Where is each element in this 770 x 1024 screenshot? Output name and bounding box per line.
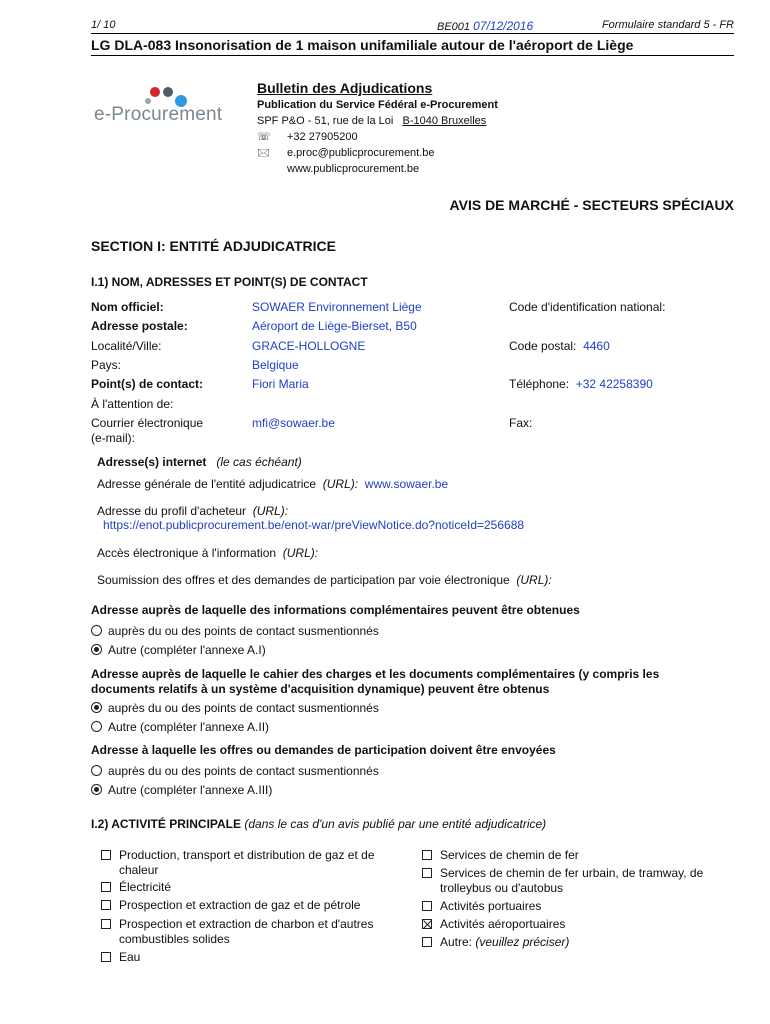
bulletin-phone: +32 27905200 <box>287 131 358 143</box>
radio-button[interactable] <box>91 721 102 732</box>
label-fax: Fax: <box>509 416 533 430</box>
activity-label: Électricité <box>119 880 172 894</box>
activity-option[interactable] <box>101 848 411 878</box>
checkbox[interactable] <box>422 850 432 860</box>
page-number: 1/ 10 <box>91 19 116 31</box>
activity-option[interactable] <box>101 880 411 895</box>
checkbox[interactable] <box>101 900 111 910</box>
label-attention: À l'attention de: <box>91 397 174 411</box>
q1-option-contact[interactable]: auprès du ou des points de contact susmentionnés <box>91 624 379 639</box>
activity-label: Prospection et extraction de gaz et de pétrole <box>119 898 361 912</box>
subsection-contact-title: I.1) NOM, ADRESSES ET POINT(S) DE CONTACT <box>91 275 368 289</box>
activity-label-cont: combustibles solides <box>119 932 230 946</box>
bulletin-web-row <box>257 161 498 177</box>
label-courrier: Courrier électronique (e-mail): <box>91 416 204 445</box>
buyer-profile-row: Adresse du profil d'acheteur (URL): <box>97 504 289 518</box>
bulletin-email[interactable]: e.proc@publicprocurement.be <box>287 147 435 159</box>
telephone: Téléphone: +32 42258390 <box>509 377 653 391</box>
question-info: Adresse auprès de laquelle des informations complémentaires peuvent être obtenues <box>91 603 580 617</box>
form-type: Formulaire standard 5 - FR <box>601 19 734 31</box>
activity-label: Services de chemin de fer urbain, de tramway, de <box>440 866 704 880</box>
radio-button[interactable] <box>91 765 102 776</box>
activity-label: Production, transport et distribution de gaz et de <box>119 848 375 862</box>
notice-date: 07/12/2016 <box>473 19 534 33</box>
activity-option[interactable] <box>422 848 732 863</box>
activity-label: Activités aéroportuaires <box>440 917 566 931</box>
subsection-activity-title: I.2) ACTIVITÉ PRINCIPALE (dans le cas d'un avis publié par une entité adjudicatrice) <box>91 817 547 831</box>
value-courrier[interactable]: mfi@sowaer.be <box>252 416 335 430</box>
q1-option-other[interactable]: Autre (compléter l'annexe A.I) <box>91 643 266 658</box>
activity-label-cont: chaleur <box>119 863 159 877</box>
q2-option-contact[interactable]: auprès du ou des points de contact susmentionnés <box>91 701 379 716</box>
value-point-contact: Fiori Maria <box>252 377 309 391</box>
value-localite: GRACE-HOLLOGNE <box>252 339 366 353</box>
activity-label: Services de chemin de fer <box>440 848 579 862</box>
label-point-contact: Point(s) de contact: <box>91 377 204 391</box>
radio-button-selected[interactable] <box>91 644 102 655</box>
bulletin-phone-row <box>257 129 498 145</box>
activity-label: Activités portuaires <box>440 899 542 913</box>
label-adresse: Adresse postale: <box>91 319 188 333</box>
q2-option-other[interactable]: Autre (compléter l'annexe A.II) <box>91 720 269 735</box>
logo-text: e-Procurement <box>94 104 223 125</box>
logo-dot-grey <box>163 87 173 97</box>
buyer-profile-link[interactable]: https://enot.publicprocurement.be/enot-war/preViewNotice.do?noticeId=256688 <box>103 518 525 532</box>
q3-option-other[interactable]: Autre (compléter l'annexe A.III) <box>91 783 272 798</box>
page-header <box>91 19 734 33</box>
mail-icon: 🖂 <box>257 147 270 159</box>
radio-button-selected[interactable] <box>91 784 102 795</box>
internet-heading: Adresse(s) internet (le cas échéant) <box>97 455 302 469</box>
checkbox[interactable] <box>101 952 111 962</box>
general-url-row: Adresse générale de l'entité adjudicatrice (URL): www.sowaer.be <box>97 477 449 491</box>
label-nom: Nom officiel: <box>91 300 164 314</box>
label-code-id: Code d'identification national: <box>509 300 666 314</box>
q3-option-contact[interactable]: auprès du ou des points de contact susmentionnés <box>91 764 379 779</box>
bulletin-email-row <box>257 145 498 161</box>
bulletin-publisher: Publication du Service Fédéral e-Procurement <box>257 99 498 111</box>
activity-note: (veuillez préciser) <box>472 935 570 949</box>
activity-label: Eau <box>119 950 141 964</box>
electronic-submission-row: Soumission des offres et des demandes de participation par voie électronique (URL): <box>97 573 552 587</box>
bulletin-title: Bulletin des Adjudications <box>257 80 433 96</box>
electronic-access-row: Accès électronique à l'information (URL): <box>97 546 319 560</box>
radio-button[interactable] <box>91 625 102 636</box>
section-title: SECTION I: ENTITÉ ADJUDICATRICE <box>91 238 337 254</box>
value-adresse: Aéroport de Liège-Bierset, B50 <box>252 319 417 333</box>
activity-label: Autre: (veuillez préciser) <box>440 935 570 949</box>
activity-option[interactable] <box>422 866 732 896</box>
e-procurement-logo <box>94 86 224 130</box>
general-url-link[interactable]: www.sowaer.be <box>364 477 449 491</box>
checkbox-checked[interactable] <box>422 919 432 929</box>
activity-label-cont: trolleybus ou d'autobus <box>440 881 564 895</box>
checkbox[interactable] <box>101 882 111 892</box>
activity-option[interactable] <box>422 899 732 914</box>
checkbox[interactable] <box>422 901 432 911</box>
bulletin-web[interactable]: www.publicprocurement.be <box>287 163 420 175</box>
activity-option[interactable] <box>101 950 411 965</box>
question-documents: Adresse auprès de laquelle le cahier des charges et les documents complémentaires (y compris les documents relatifs à un système d'acquisition dynamique) peuvent être obtenus <box>91 667 660 696</box>
question-submission: Adresse à laquelle les offres ou demandes de participation doivent être envoyées <box>91 743 556 757</box>
label-pays: Pays: <box>91 358 122 372</box>
checkbox[interactable] <box>101 919 111 929</box>
phone-icon: ☏ <box>257 131 271 143</box>
logo-dot-red <box>150 87 160 97</box>
postal-code: Code postal: 4460 <box>509 339 610 353</box>
value-pays: Belgique <box>252 358 299 372</box>
radio-button-selected[interactable] <box>91 702 102 713</box>
notice-type-title: AVIS DE MARCHÉ - SECTEURS SPÉCIAUX <box>449 197 734 213</box>
activity-option[interactable] <box>422 935 732 950</box>
checkbox[interactable] <box>422 937 432 947</box>
notice-ref: BE001 07/12/2016 <box>437 19 534 33</box>
activity-option[interactable] <box>101 898 411 913</box>
activity-label: Prospection et extraction de charbon et d'autres <box>119 917 374 931</box>
activity-option[interactable] <box>422 917 732 932</box>
checkbox[interactable] <box>101 850 111 860</box>
bulletin-block <box>257 79 498 177</box>
checkbox[interactable] <box>422 868 432 878</box>
bulletin-address: SPF P&O - 51, rue de la Loi B-1040 Bruxelles <box>257 115 487 127</box>
label-localite: Localité/Ville: <box>91 339 162 353</box>
value-nom: SOWAER Environnement Liège <box>252 300 422 314</box>
activity-option[interactable] <box>101 917 411 947</box>
document-title: LG DLA-083 Insonorisation de 1 maison unifamiliale autour de l'aéroport de Liège <box>91 33 734 56</box>
